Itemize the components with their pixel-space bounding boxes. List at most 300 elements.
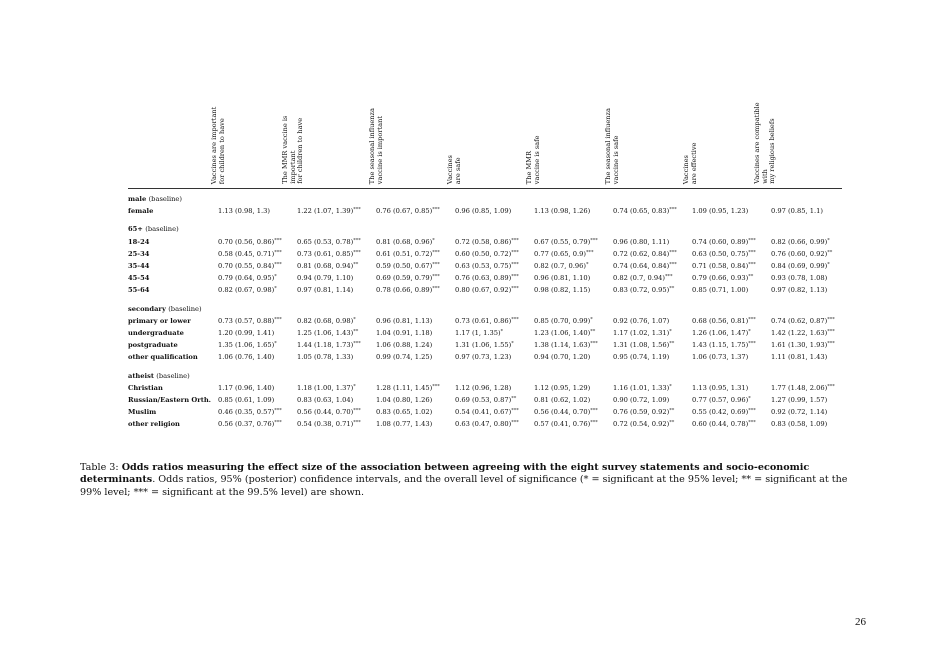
significance-stars: *** (274, 249, 282, 256)
odds-ratio-cell (218, 272, 297, 284)
odds-ratio-cell (771, 260, 835, 272)
significance-stars: *** (511, 407, 519, 414)
odds-ratio-value: 1.12 (0.96, 1.28) (455, 383, 512, 392)
odds-ratio-cell (771, 327, 835, 339)
row-label: 55-64 (128, 286, 150, 295)
odds-ratio-cell (376, 205, 455, 217)
table-row (128, 382, 835, 394)
odds-ratio-cell (771, 382, 835, 394)
odds-ratio-cell (297, 315, 376, 327)
significance-stars: *** (353, 407, 361, 414)
odds-ratio-cell (455, 260, 534, 272)
odds-ratio-cell (218, 248, 297, 260)
odds-ratio-value: 0.76 (0.63, 0.89) (455, 274, 512, 283)
baseline-label (128, 223, 835, 235)
odds-ratio-value: 0.63 (0.47, 0.80) (455, 420, 512, 429)
odds-ratio-value: 1.18 (1.00, 1.37) (297, 383, 354, 392)
column-header-label: Vaccines are safe (445, 154, 462, 184)
odds-ratio-cell (692, 406, 771, 418)
odds-ratio-cell (218, 351, 297, 363)
odds-ratio-cell (218, 339, 297, 351)
odds-ratio-value: 0.83 (0.63, 1.04) (297, 396, 354, 405)
column-header-label: Vaccines are important for children to have (209, 106, 226, 184)
odds-ratio-value: 1.43 (1.15, 1.75) (692, 341, 749, 350)
odds-ratio-cell (613, 205, 692, 217)
column-header-label: The seasonal influenza vaccine is safe (603, 107, 620, 184)
odds-ratio-value: 0.85 (0.71, 1.00) (692, 286, 749, 295)
significance-stars: *** (586, 249, 594, 256)
odds-ratio-cell (771, 272, 835, 284)
significance-stars: ** (669, 340, 675, 347)
significance-stars: *** (748, 249, 756, 256)
row-label: 45-54 (128, 274, 150, 283)
odds-ratio-value: 0.72 (0.58, 0.86) (455, 237, 512, 246)
odds-ratio-value: 1.17 (0.96, 1.40) (218, 383, 275, 392)
significance-stars: *** (432, 249, 440, 256)
odds-ratio-cell (218, 327, 297, 339)
odds-ratio-value: 0.70 (0.55, 0.84) (218, 262, 275, 271)
baseline-row (128, 193, 835, 205)
odds-ratio-cell (297, 351, 376, 363)
caption-title: Odds ratios measuring the effect size of the association between agreeing with the eight survey statements and socio-economic determinants (80, 462, 810, 486)
odds-ratio-cell (613, 406, 692, 418)
odds-ratio-cell (455, 394, 534, 406)
odds-ratio-value: 0.46 (0.35, 0.57) (218, 408, 275, 417)
significance-stars: *** (274, 237, 282, 244)
column-header-label: Vaccines are effective (681, 142, 698, 184)
odds-ratio-cell (692, 339, 771, 351)
odds-ratio-value: 0.71 (0.58, 0.84) (692, 262, 749, 271)
row-label: other qualification (128, 353, 198, 362)
table-row (128, 394, 835, 406)
odds-ratio-cell (297, 339, 376, 351)
odds-ratio-cell (613, 260, 692, 272)
significance-stars: *** (590, 407, 598, 414)
odds-ratio-cell (376, 418, 455, 430)
odds-ratio-value: 0.74 (0.65, 0.83) (613, 207, 670, 216)
column-header (524, 98, 547, 184)
odds-ratio-cell (692, 272, 771, 284)
column-header-label: The seasonal influenza vaccine is important (367, 107, 384, 184)
significance-stars: *** (432, 285, 440, 292)
odds-ratio-value: 1.77 (1.48, 2.06) (771, 383, 828, 392)
significance-stars: *** (748, 340, 756, 347)
odds-ratio-cell (455, 284, 534, 296)
odds-ratio-cell (376, 339, 455, 351)
baseline-label (128, 370, 835, 382)
odds-ratio-cell (297, 394, 376, 406)
odds-ratio-value: 0.74 (0.60, 0.89) (692, 237, 749, 246)
odds-ratio-cell (376, 284, 455, 296)
baseline-row (128, 370, 835, 382)
odds-ratio-value: 0.82 (0.7, 0.96) (534, 262, 587, 271)
odds-ratio-cell (692, 327, 771, 339)
significance-stars: ** (511, 395, 517, 402)
odds-ratio-cell (218, 284, 297, 296)
odds-ratio-value: 0.94 (0.79, 1.10) (297, 274, 354, 283)
odds-ratio-cell (218, 394, 297, 406)
odds-ratio-value: 0.72 (0.54, 0.92) (613, 420, 670, 429)
column-header-label: The MMR vaccine is safe (524, 135, 541, 184)
odds-ratio-cell (692, 248, 771, 260)
significance-stars: ** (669, 419, 675, 426)
odds-ratio-cell (297, 406, 376, 418)
table-row (128, 339, 835, 351)
odds-ratio-value: 0.95 (0.74, 1.19) (613, 353, 670, 362)
odds-ratio-value: 0.82 (0.67, 0.98) (218, 286, 275, 295)
odds-ratio-value: 0.73 (0.57, 0.88) (218, 316, 275, 325)
odds-ratio-value: 1.06 (0.73, 1.37) (692, 353, 749, 362)
significance-stars: ** (590, 328, 596, 335)
odds-ratio-value: 0.81 (0.62, 1.02) (534, 396, 591, 405)
column-header (603, 98, 626, 184)
odds-ratio-cell (692, 236, 771, 248)
odds-ratio-value: 1.31 (1.06, 1.55) (455, 341, 512, 350)
odds-ratio-cell (534, 406, 613, 418)
significance-stars: *** (353, 206, 361, 213)
significance-stars: *** (665, 273, 673, 280)
odds-ratio-cell (692, 315, 771, 327)
odds-ratio-value: 0.85 (0.70, 0.99) (534, 316, 591, 325)
odds-ratio-value: 0.97 (0.73, 1.23) (455, 353, 512, 362)
odds-ratio-value: 0.94 (0.70, 1.20) (534, 353, 591, 362)
odds-ratio-cell (692, 382, 771, 394)
odds-ratio-value: 0.63 (0.50, 0.75) (692, 249, 749, 258)
odds-ratio-value: 1.26 (1.06, 1.47) (692, 329, 749, 338)
odds-ratio-cell (218, 418, 297, 430)
odds-ratio-value: 0.98 (0.82, 1.15) (534, 286, 591, 295)
odds-ratio-cell (692, 351, 771, 363)
odds-ratio-value: 1.04 (0.80, 1.26) (376, 396, 433, 405)
odds-ratio-value: 0.74 (0.62, 0.87) (771, 316, 828, 325)
significance-stars: * (827, 261, 830, 268)
significance-stars: *** (432, 261, 440, 268)
odds-ratio-value: 0.70 (0.56, 0.86) (218, 237, 275, 246)
column-header-label: The MMR vaccine is important for children to have (281, 115, 305, 184)
row-label: Muslim (128, 408, 157, 417)
odds-ratio-value: 0.67 (0.55, 0.79) (534, 237, 591, 246)
row-label: primary or lower (128, 316, 191, 325)
odds-ratio-cell (376, 248, 455, 260)
row-label: undergraduate (128, 329, 184, 338)
significance-stars: ** (827, 249, 833, 256)
odds-ratio-table (128, 193, 835, 431)
significance-stars: *** (669, 261, 677, 268)
baseline-note: (baseline) (145, 225, 179, 234)
odds-ratio-value: 0.83 (0.58, 1.09) (771, 420, 828, 429)
odds-ratio-value: 0.72 (0.62, 0.84) (613, 249, 670, 258)
odds-ratio-cell (297, 382, 376, 394)
odds-ratio-value: 0.76 (0.67, 0.85) (376, 207, 433, 216)
odds-ratio-cell (376, 351, 455, 363)
odds-ratio-cell (376, 260, 455, 272)
odds-ratio-value: 0.56 (0.37, 0.76) (218, 420, 275, 429)
baseline-category: secondary (128, 304, 166, 313)
odds-ratio-value: 1.05 (0.78, 1.33) (297, 353, 354, 362)
odds-ratio-value: 1.17 (1, 1.35) (455, 329, 501, 338)
odds-ratio-cell (692, 418, 771, 430)
odds-ratio-value: 1.06 (0.76, 1.40) (218, 353, 275, 362)
odds-ratio-value: 0.55 (0.42, 0.69) (692, 408, 749, 417)
odds-ratio-cell (376, 315, 455, 327)
table-row (128, 272, 835, 284)
significance-stars: *** (432, 273, 440, 280)
odds-ratio-cell (218, 382, 297, 394)
baseline-label (128, 303, 835, 315)
odds-ratio-value: 0.96 (0.81, 1.13) (376, 316, 433, 325)
odds-ratio-cell (455, 406, 534, 418)
odds-ratio-value: 1.42 (1.22, 1.63) (771, 329, 828, 338)
odds-ratio-value: 1.31 (1.08, 1.56) (613, 341, 670, 350)
significance-stars: *** (590, 340, 598, 347)
significance-stars: * (432, 237, 435, 244)
odds-ratio-value: 0.63 (0.53, 0.75) (455, 262, 512, 271)
odds-ratio-value: 0.85 (0.61, 1.09) (218, 396, 275, 405)
odds-ratio-value: 1.06 (0.88, 1.24) (376, 341, 433, 350)
odds-ratio-value: 0.83 (0.65, 1.02) (376, 408, 433, 417)
odds-ratio-value: 0.96 (0.80, 1.11) (613, 237, 670, 246)
odds-ratio-cell (218, 406, 297, 418)
odds-ratio-cell (692, 205, 771, 217)
odds-ratio-value: 1.13 (0.95, 1.31) (692, 383, 749, 392)
odds-ratio-value: 0.92 (0.76, 1.07) (613, 316, 670, 325)
odds-ratio-cell (376, 236, 455, 248)
odds-ratio-cell (534, 205, 613, 217)
significance-stars: *** (827, 383, 835, 390)
odds-ratio-cell (218, 315, 297, 327)
odds-ratio-cell (455, 205, 534, 217)
odds-ratio-cell (297, 418, 376, 430)
odds-ratio-cell (771, 248, 835, 260)
significance-stars: * (500, 328, 504, 335)
odds-ratio-cell (771, 394, 835, 406)
odds-ratio-value: 0.79 (0.66, 0.93) (692, 274, 749, 283)
odds-ratio-value: 0.82 (0.68, 0.98) (297, 316, 354, 325)
odds-ratio-value: 0.97 (0.82, 1.13) (771, 286, 828, 295)
odds-ratio-cell (297, 260, 376, 272)
odds-ratio-value: 0.80 (0.67, 0.92) (455, 286, 512, 295)
odds-ratio-value: 0.77 (0.57, 0.96) (692, 396, 749, 405)
row-label: Russian/Eastern Orth. (128, 396, 212, 405)
odds-ratio-value: 0.56 (0.44, 0.70) (534, 408, 591, 417)
odds-ratio-value: 0.92 (0.72, 1.14) (771, 408, 828, 417)
odds-ratio-value: 0.69 (0.59, 0.79) (376, 274, 433, 283)
odds-ratio-cell (613, 327, 692, 339)
significance-stars: * (669, 328, 672, 335)
column-header (281, 98, 311, 184)
table-row (128, 205, 835, 217)
odds-ratio-value: 0.93 (0.78, 1.08) (771, 274, 828, 283)
odds-ratio-cell (297, 272, 376, 284)
significance-stars: *** (353, 419, 361, 426)
significance-stars: * (353, 316, 356, 323)
odds-ratio-value: 0.76 (0.60, 0.92) (771, 249, 828, 258)
odds-ratio-value: 1.17 (1.02, 1.31) (613, 329, 670, 338)
significance-stars: *** (274, 419, 282, 426)
odds-ratio-cell (771, 418, 835, 430)
odds-ratio-cell (297, 327, 376, 339)
column-header-label: Vaccines are compatible with my religious beliefs (753, 102, 777, 184)
odds-ratio-cell (218, 236, 297, 248)
significance-stars: *** (748, 261, 756, 268)
odds-ratio-value: 0.96 (0.85, 1.09) (455, 207, 512, 216)
significance-stars: *** (274, 407, 282, 414)
significance-stars: *** (827, 316, 835, 323)
odds-ratio-value: 0.97 (0.81, 1.14) (297, 286, 354, 295)
odds-ratio-cell (376, 382, 455, 394)
table-row (128, 418, 835, 430)
odds-ratio-value: 1.25 (1.06, 1.43) (297, 329, 354, 338)
significance-stars: *** (669, 206, 677, 213)
odds-ratio-value: 1.13 (0.98, 1.26) (534, 207, 591, 216)
odds-ratio-value: 0.99 (0.74, 1.25) (376, 353, 433, 362)
significance-stars: * (274, 340, 277, 347)
significance-stars: *** (590, 419, 598, 426)
odds-ratio-cell (218, 260, 297, 272)
significance-stars: *** (511, 237, 519, 244)
odds-ratio-value: 1.23 (1.06, 1.40) (534, 329, 591, 338)
odds-ratio-cell (455, 272, 534, 284)
significance-stars: *** (511, 273, 519, 280)
odds-ratio-cell (297, 205, 376, 217)
page-number: 26 (855, 616, 866, 628)
odds-ratio-value: 0.77 (0.65, 0.9) (534, 249, 587, 258)
baseline-category: atheist (128, 371, 154, 380)
odds-ratio-value: 1.35 (1.06, 1.65) (218, 341, 275, 350)
odds-ratio-value: 1.38 (1.14, 1.63) (534, 341, 591, 350)
odds-ratio-value: 1.28 (1.11, 1.45) (376, 383, 433, 392)
odds-ratio-cell (376, 327, 455, 339)
odds-ratio-value: 1.20 (0.99, 1.41) (218, 329, 275, 338)
odds-ratio-cell (534, 382, 613, 394)
odds-ratio-value: 0.61 (0.51, 0.72) (376, 249, 433, 258)
odds-ratio-cell (534, 394, 613, 406)
odds-ratio-cell (771, 205, 835, 217)
odds-ratio-cell (218, 205, 297, 217)
odds-ratio-value: 0.60 (0.44, 0.78) (692, 420, 749, 429)
odds-ratio-cell (613, 394, 692, 406)
significance-stars: *** (274, 316, 282, 323)
baseline-row (128, 223, 835, 235)
significance-stars: *** (590, 237, 598, 244)
significance-stars: * (590, 316, 593, 323)
odds-ratio-value: 0.74 (0.64, 0.84) (613, 262, 670, 271)
significance-stars: *** (432, 383, 440, 390)
odds-ratio-value: 0.90 (0.72, 1.09) (613, 396, 670, 405)
significance-stars: * (511, 340, 514, 347)
odds-ratio-cell (534, 418, 613, 430)
odds-ratio-cell (534, 315, 613, 327)
table-row (128, 327, 835, 339)
odds-ratio-value: 0.83 (0.72, 0.95) (613, 286, 670, 295)
row-label: Christian (128, 383, 163, 392)
odds-ratio-value: 1.08 (0.77, 1.43) (376, 420, 433, 429)
odds-ratio-value: 0.69 (0.53, 0.87) (455, 396, 512, 405)
odds-ratio-value: 0.79 (0.64, 0.95) (218, 274, 275, 283)
significance-stars: * (748, 395, 751, 402)
significance-stars: *** (511, 316, 519, 323)
significance-stars: * (586, 261, 589, 268)
row-label: other religion (128, 420, 180, 429)
table-row (128, 406, 835, 418)
odds-ratio-value: 0.96 (0.81, 1.10) (534, 274, 591, 283)
odds-ratio-cell (534, 236, 613, 248)
significance-stars: ** (353, 328, 359, 335)
column-header (445, 98, 468, 184)
odds-ratio-value: 1.44 (1.18, 1.73) (297, 341, 354, 350)
odds-ratio-cell (534, 248, 613, 260)
significance-stars: * (274, 273, 277, 280)
significance-stars: *** (353, 237, 361, 244)
odds-ratio-value: 0.57 (0.41, 0.76) (534, 420, 591, 429)
significance-stars: * (669, 383, 672, 390)
odds-ratio-cell (692, 260, 771, 272)
significance-stars: ** (748, 273, 754, 280)
column-header (367, 98, 390, 184)
odds-ratio-value: 0.76 (0.59, 0.92) (613, 408, 670, 417)
odds-ratio-cell (613, 339, 692, 351)
odds-ratio-value: 0.82 (0.7, 0.94) (613, 274, 666, 283)
odds-ratio-value: 0.82 (0.66, 0.99) (771, 237, 828, 246)
odds-ratio-cell (534, 351, 613, 363)
significance-stars: *** (669, 249, 677, 256)
odds-ratio-cell (534, 272, 613, 284)
significance-stars: * (274, 285, 277, 292)
significance-stars: *** (748, 407, 756, 414)
odds-ratio-value: 1.11 (0.81, 1.43) (771, 353, 828, 362)
odds-ratio-value: 0.73 (0.61, 0.85) (297, 249, 354, 258)
significance-stars: *** (827, 328, 835, 335)
significance-stars: * (353, 383, 356, 390)
odds-ratio-value: 0.56 (0.44, 0.70) (297, 408, 354, 417)
table-row (128, 351, 835, 363)
odds-ratio-cell (613, 382, 692, 394)
odds-ratio-cell (613, 236, 692, 248)
odds-ratio-cell (613, 272, 692, 284)
caption-text: . Odds ratios, 95% (posterior) confidence intervals, and the overall level of significance (* = significant at the 95% level; ** = significant at the 99% level; *** = significant at the 99.5% level) are shown. (80, 474, 848, 498)
column-header (681, 98, 704, 184)
column-header (753, 98, 783, 184)
odds-ratio-value: 0.60 (0.50, 0.72) (455, 249, 512, 258)
odds-ratio-value: 0.54 (0.41, 0.67) (455, 408, 512, 417)
odds-ratio-cell (297, 284, 376, 296)
odds-ratio-cell (455, 418, 534, 430)
odds-ratio-value: 1.27 (0.99, 1.57) (771, 396, 828, 405)
caption-lead: Table 3: (80, 462, 122, 473)
odds-ratio-cell (534, 260, 613, 272)
significance-stars: * (827, 237, 830, 244)
odds-ratio-cell (771, 339, 835, 351)
odds-ratio-cell (771, 406, 835, 418)
odds-ratio-cell (455, 351, 534, 363)
baseline-note: (baseline) (168, 304, 202, 313)
row-label: postgraduate (128, 341, 178, 350)
odds-ratio-value: 0.59 (0.50, 0.67) (376, 262, 433, 271)
significance-stars: *** (511, 261, 519, 268)
odds-ratio-cell (692, 284, 771, 296)
table-row (128, 315, 835, 327)
table-row (128, 284, 835, 296)
odds-ratio-cell (613, 418, 692, 430)
odds-ratio-cell (534, 284, 613, 296)
odds-ratio-cell (613, 351, 692, 363)
table-row (128, 236, 835, 248)
significance-stars: *** (511, 249, 519, 256)
odds-ratio-cell (771, 236, 835, 248)
row-label: female (128, 207, 154, 216)
table-caption (80, 462, 870, 499)
odds-ratio-value: 0.68 (0.56, 0.81) (692, 316, 749, 325)
